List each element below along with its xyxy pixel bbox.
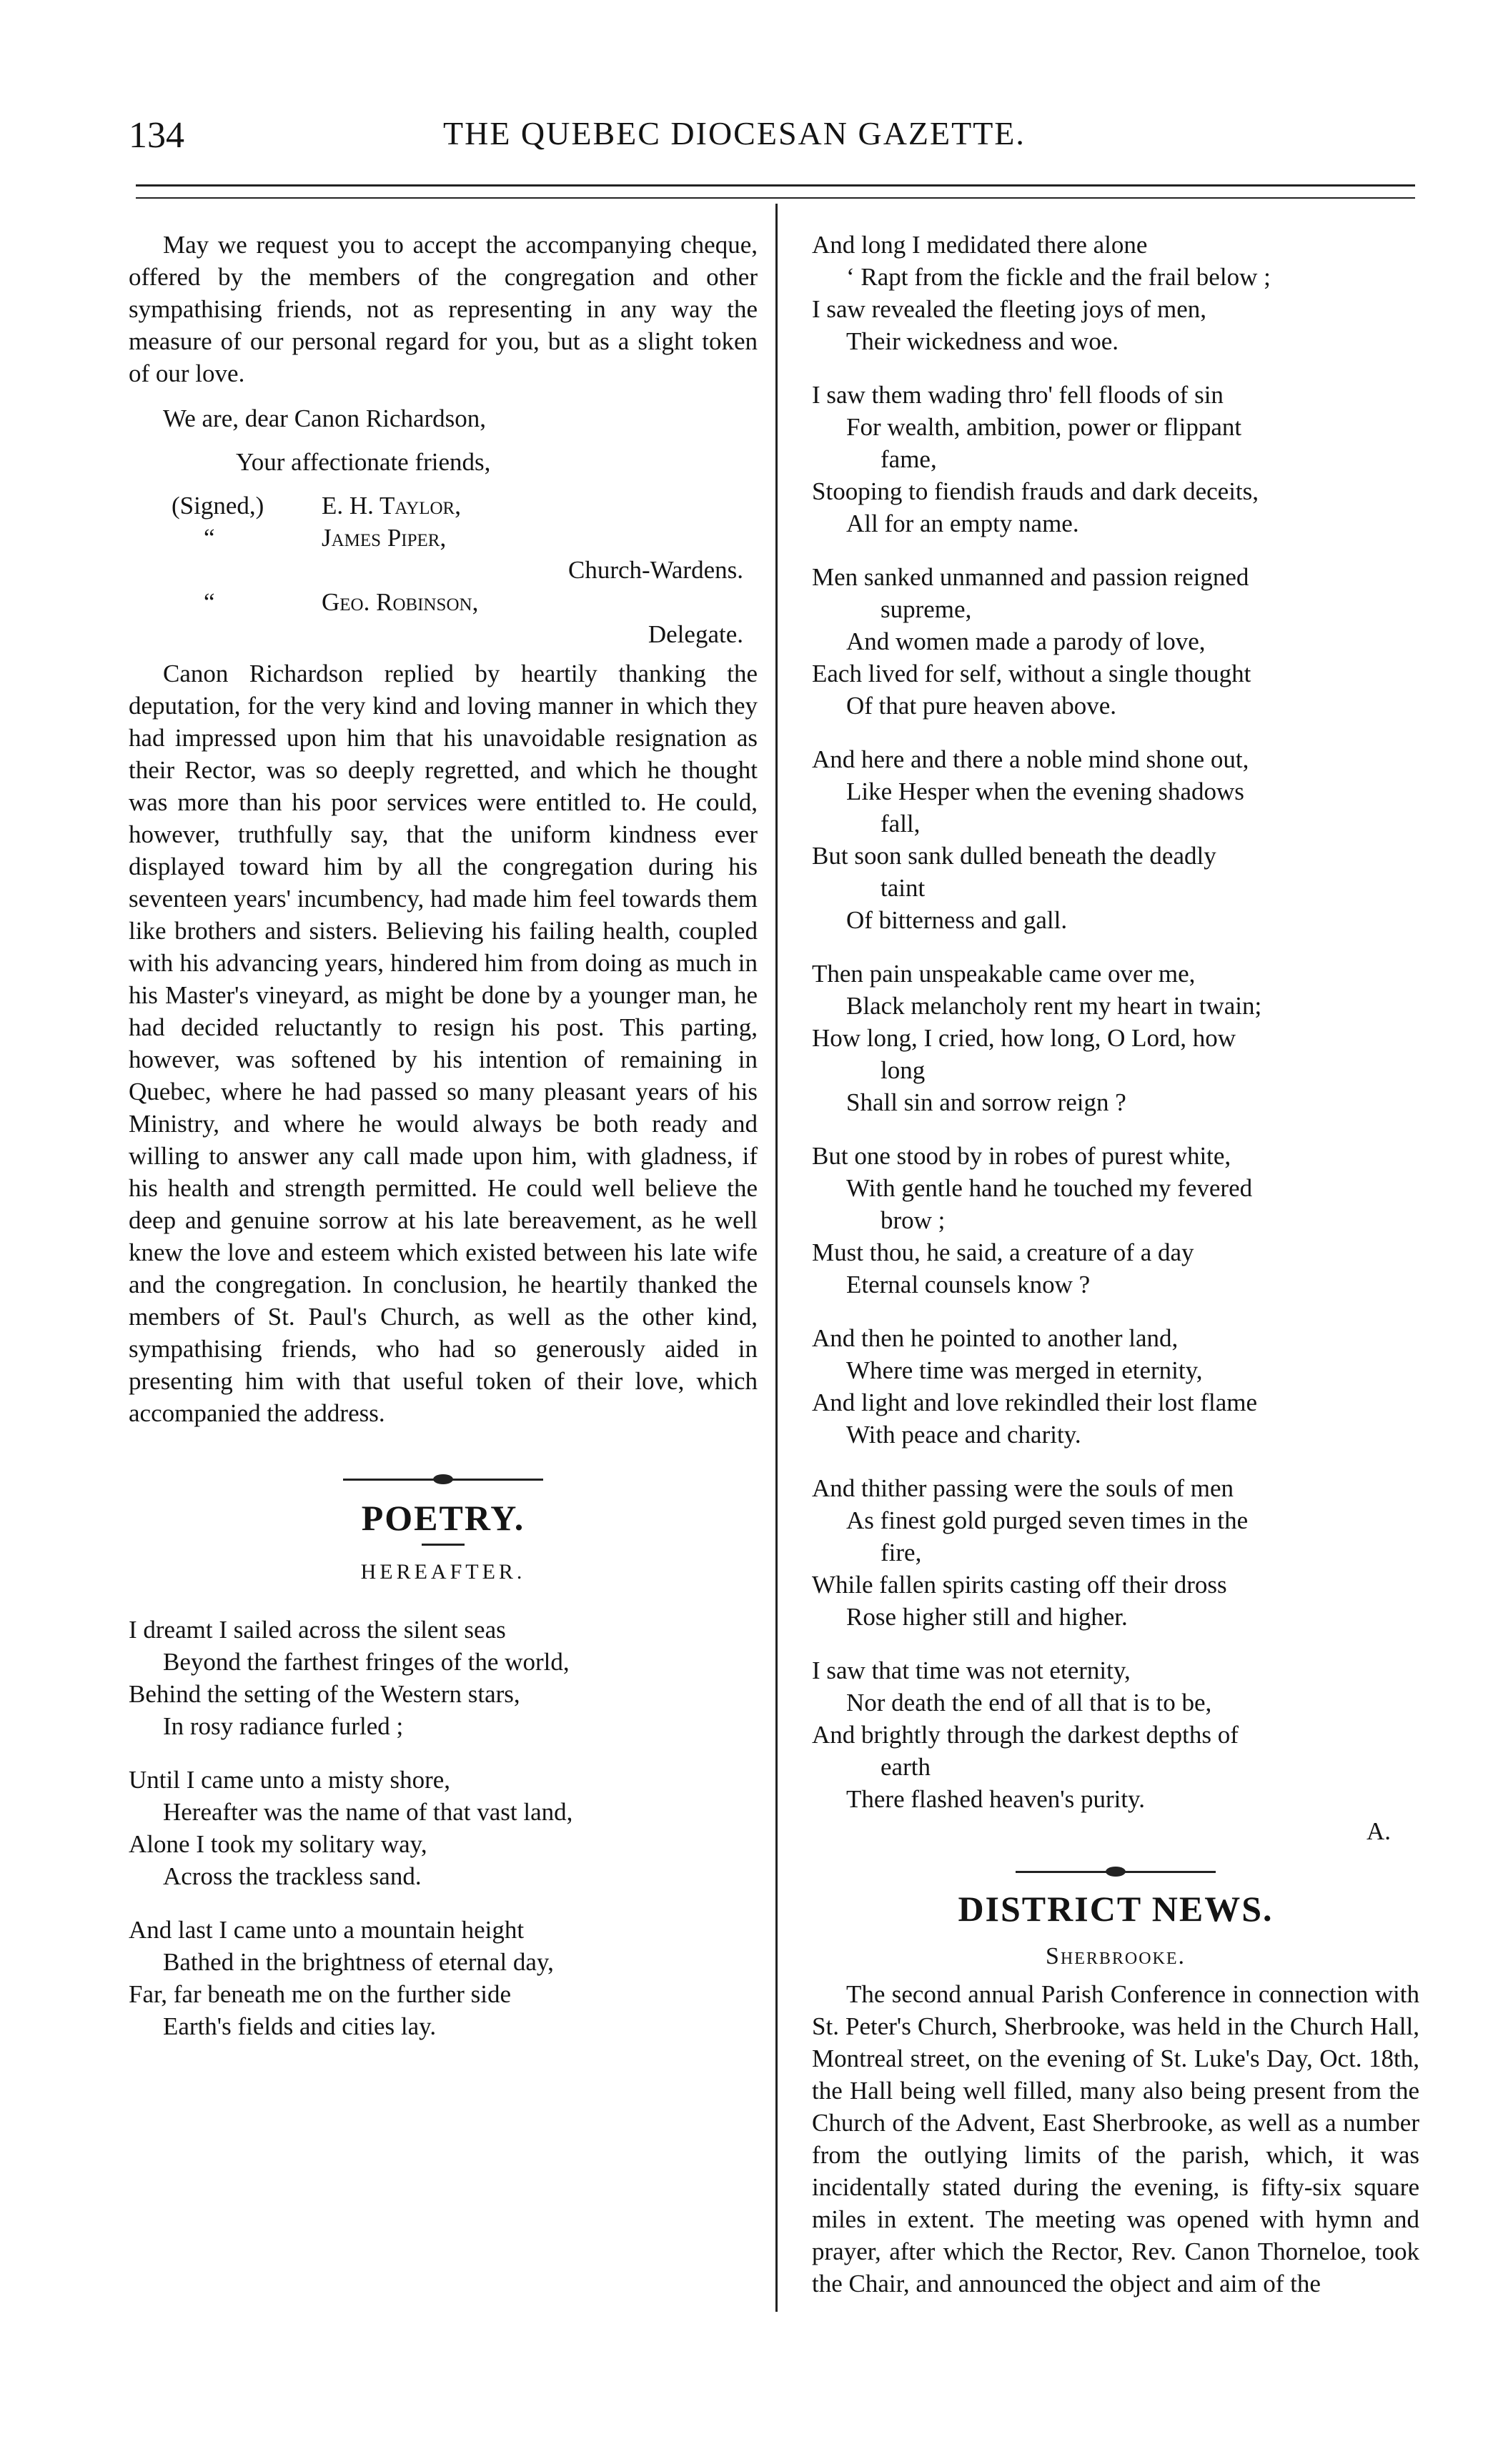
running-title: THE QUEBEC DIOCESAN GAZETTE. [443, 115, 1026, 151]
news-paragraph: The second annual Parish Conference in connection with St. Peter's Church, Sherbrooke, was held in the Church Hall, Montreal street, on the evening of St. Luke's Day, Oct. 18th, the Hall being well filled, many also being present from the Church of the Advent, East Sherbrooke, as well as a number from the outlying limits of the parish, which, it was incidentally stated during the evening, is fifty-six square miles in extent. The meeting was opened with hymn and prayer, after which the Rector, Rev. Canon Thorneloe, took the Chair, and announced the object and aim of the [812, 1980, 1419, 2297]
poem-line: All for an empty name. [846, 510, 1079, 537]
poem-line: And long I medidated there alone [812, 231, 1148, 259]
signature-piper: James Piper, [322, 524, 447, 552]
poem-line: As finest gold purged seven times in the [846, 1506, 1249, 1534]
signature-row-1 [129, 490, 758, 522]
poem-line: ‘ Rapt from the fickle and the frail below ; [846, 263, 1271, 291]
poem-line: Black melancholy rent my heart in twain; [846, 992, 1262, 1020]
poem-line: And then he pointed to another land, [812, 1324, 1179, 1352]
poem-line: In rosy radiance furled ; [163, 1712, 404, 1740]
poem-stanza-3 [129, 1914, 758, 2042]
poem-line: Hereafter was the name of that vast land, [163, 1798, 573, 1826]
poem-title: HEREAFTER. [360, 1560, 526, 1584]
poem-line: Each lived for self, without a single thought [812, 660, 1251, 687]
closing: Your affectionate friends, [236, 448, 491, 476]
poem-line: Far, far beneath me on the further side [129, 1980, 512, 2008]
poem-line: Their wickedness and woe. [846, 327, 1119, 355]
poem-line: Bathed in the brightness of eternal day, [163, 1948, 554, 1976]
poem-signature: A. [1366, 1817, 1391, 1845]
signature-taylor: E. H. Taylor, [322, 492, 461, 520]
header-rule-secondary [136, 197, 1415, 199]
poem-line: earth [881, 1753, 931, 1781]
poem-line: Stooping to fiendish frauds and dark deceits, [812, 477, 1259, 505]
poem-stanza-1 [129, 1614, 758, 1742]
short-rule [422, 1544, 465, 1546]
poem-line: Of bitterness and gall. [846, 906, 1068, 934]
news-place-heading: Sherbrooke. [1045, 1943, 1186, 1969]
poem-line: Then pain unspeakable came over me, [812, 960, 1196, 988]
signature-row-2 [129, 522, 758, 554]
poem-stanza-9 [812, 1140, 1419, 1301]
poem-line: Like Hesper when the evening shadows [846, 778, 1244, 805]
poem-stanza-12 [812, 1654, 1419, 1815]
signature-row-3 [129, 586, 758, 618]
role-delegate: Delegate. [648, 620, 743, 648]
poem-line: taint [881, 874, 926, 902]
poem-line: Rose higher still and higher. [846, 1603, 1128, 1631]
poem-line: fire, [881, 1539, 922, 1566]
poem-line: And light and love rekindled their lost flame [812, 1389, 1258, 1416]
signature-robinson: Geo. Robinson, [322, 588, 479, 616]
poem-line: And thither passing were the souls of men [812, 1474, 1234, 1502]
poem-stanza-7 [812, 743, 1419, 936]
poem-line: Shall sin and sorrow reign ? [846, 1088, 1126, 1116]
poem-line: I saw that time was not eternity, [812, 1656, 1131, 1684]
poem-stanza-10 [812, 1322, 1419, 1451]
poem-stanza-11 [812, 1472, 1419, 1633]
left-column [129, 229, 758, 2042]
poem-line: supreme, [881, 595, 972, 623]
role-church-wardens: Church-Wardens. [567, 556, 743, 584]
poem-line: I saw them wading thro' fell floods of sin [812, 381, 1224, 409]
ditto-mark: “ [204, 588, 215, 616]
poem-line: And women made a parody of love, [846, 627, 1206, 655]
poem-stanza-6 [812, 561, 1419, 722]
poem-line: And last I came unto a mountain height [129, 1916, 525, 1944]
poem-line: Until I came unto a misty shore, [129, 1766, 451, 1794]
poem-stanza-5 [812, 379, 1419, 540]
poem-line: Eternal counsels know ? [846, 1271, 1091, 1298]
poem-line: Beyond the farthest fringes of the world, [163, 1648, 570, 1676]
poem-line: I dreamt I sailed across the silent seas [129, 1616, 506, 1644]
poem-stanza-2 [129, 1764, 758, 1892]
poem-line: But soon sank dulled beneath the deadly [812, 842, 1216, 870]
address-paragraph: May we request you to accept the accompanying cheque, offered by the members of the congregation and other sympathising friends, not as representing in any way the measure of our personal regard for you, but as a slight token of our love. [129, 231, 758, 387]
poem-line: fall, [881, 810, 921, 838]
district-news-heading: DISTRICT NEWS. [958, 1889, 1274, 1929]
poem-line: Alone I took my solitary way, [129, 1830, 427, 1858]
poem-line: fame, [881, 445, 937, 473]
poem-line: And here and there a noble mind shone out, [812, 745, 1249, 773]
poetry-heading: POETRY. [361, 1498, 525, 1538]
poem-line: Of that pure heaven above. [846, 692, 1117, 720]
page-number: 134 [129, 115, 184, 156]
poem-stanza-4 [812, 229, 1419, 357]
poem-line: Across the trackless sand. [163, 1862, 422, 1890]
poem-line: Must thou, he said, a creature of a day [812, 1238, 1194, 1266]
page-header [129, 114, 1415, 164]
poem-line: Behind the setting of the Western stars, [129, 1680, 520, 1708]
header-rule [136, 184, 1415, 187]
poem-line: With gentle hand he touched my fevered [846, 1174, 1253, 1202]
poem-line: While fallen spirits casting off their dross [812, 1571, 1227, 1599]
column-divider [775, 204, 778, 2312]
poem-line: Men sanked unmanned and passion reigned [812, 563, 1249, 591]
salutation: We are, dear Canon Richardson, [163, 404, 487, 432]
signed-label: (Signed,) [172, 492, 264, 520]
poem-line: Earth's fields and cities lay. [163, 2012, 437, 2040]
poem-line: How long, I cried, how long, O Lord, how [812, 1024, 1236, 1052]
ditto-mark: “ [204, 524, 215, 552]
poem-line: For wealth, ambition, power or flippant [846, 413, 1242, 441]
right-column [812, 229, 1419, 2300]
poem-stanza-8 [812, 958, 1419, 1118]
ornament-divider [343, 1472, 543, 1486]
poem-line: long [881, 1056, 926, 1084]
poem-line: I saw revealed the fleeting joys of men, [812, 295, 1207, 323]
poem-line: Nor death the end of all that is to be, [846, 1689, 1212, 1717]
poem-line: Where time was merged in eternity, [846, 1356, 1203, 1384]
poem-line: There flashed heaven's purity. [846, 1785, 1146, 1813]
poem-line: With peace and charity. [846, 1421, 1081, 1449]
poem-line: brow ; [881, 1206, 946, 1234]
ornament-divider [1016, 1864, 1216, 1879]
poem-line: But one stood by in robes of purest white, [812, 1142, 1231, 1170]
poem-line: And brightly through the darkest depths of [812, 1721, 1239, 1749]
reply-paragraph: Canon Richardson replied by heartily thanking the deputation, for the very kind and loving manner in which they had impressed upon him that his unavoidable resignation as their Rector, was so deeply regretted, and which he thought was more than his poor services were entitled to. He could, however, truthfully say, that the uniform kindness ever displayed toward him by all the congregation during his seventeen years' incumbency, had made him feel towards them like brothers and sisters. Believing his failing health, coupled with his advancing years, hindered him from doing as much in his Master's vineyard, as might be done by a younger man, he had decided reluctantly to resign his post. This parting, however, was softened by his intention of remaining in Quebec, where he had passed so many pleasant years of his Ministry, and where he would always be both ready and willing to answer any call made upon him, with gladness, if his health and strength permitted. He could well believe the deep and genuine sorrow at his late bereavement, as he well knew the love and esteem which existed between his late wife and the congregation. In conclusion, he heartily thanked the members of St. Paul's Church, as well as the other kind, sympathising friends, who had so generously aided in presenting him with that useful token of their love, which accompanied the address. [129, 660, 758, 1427]
